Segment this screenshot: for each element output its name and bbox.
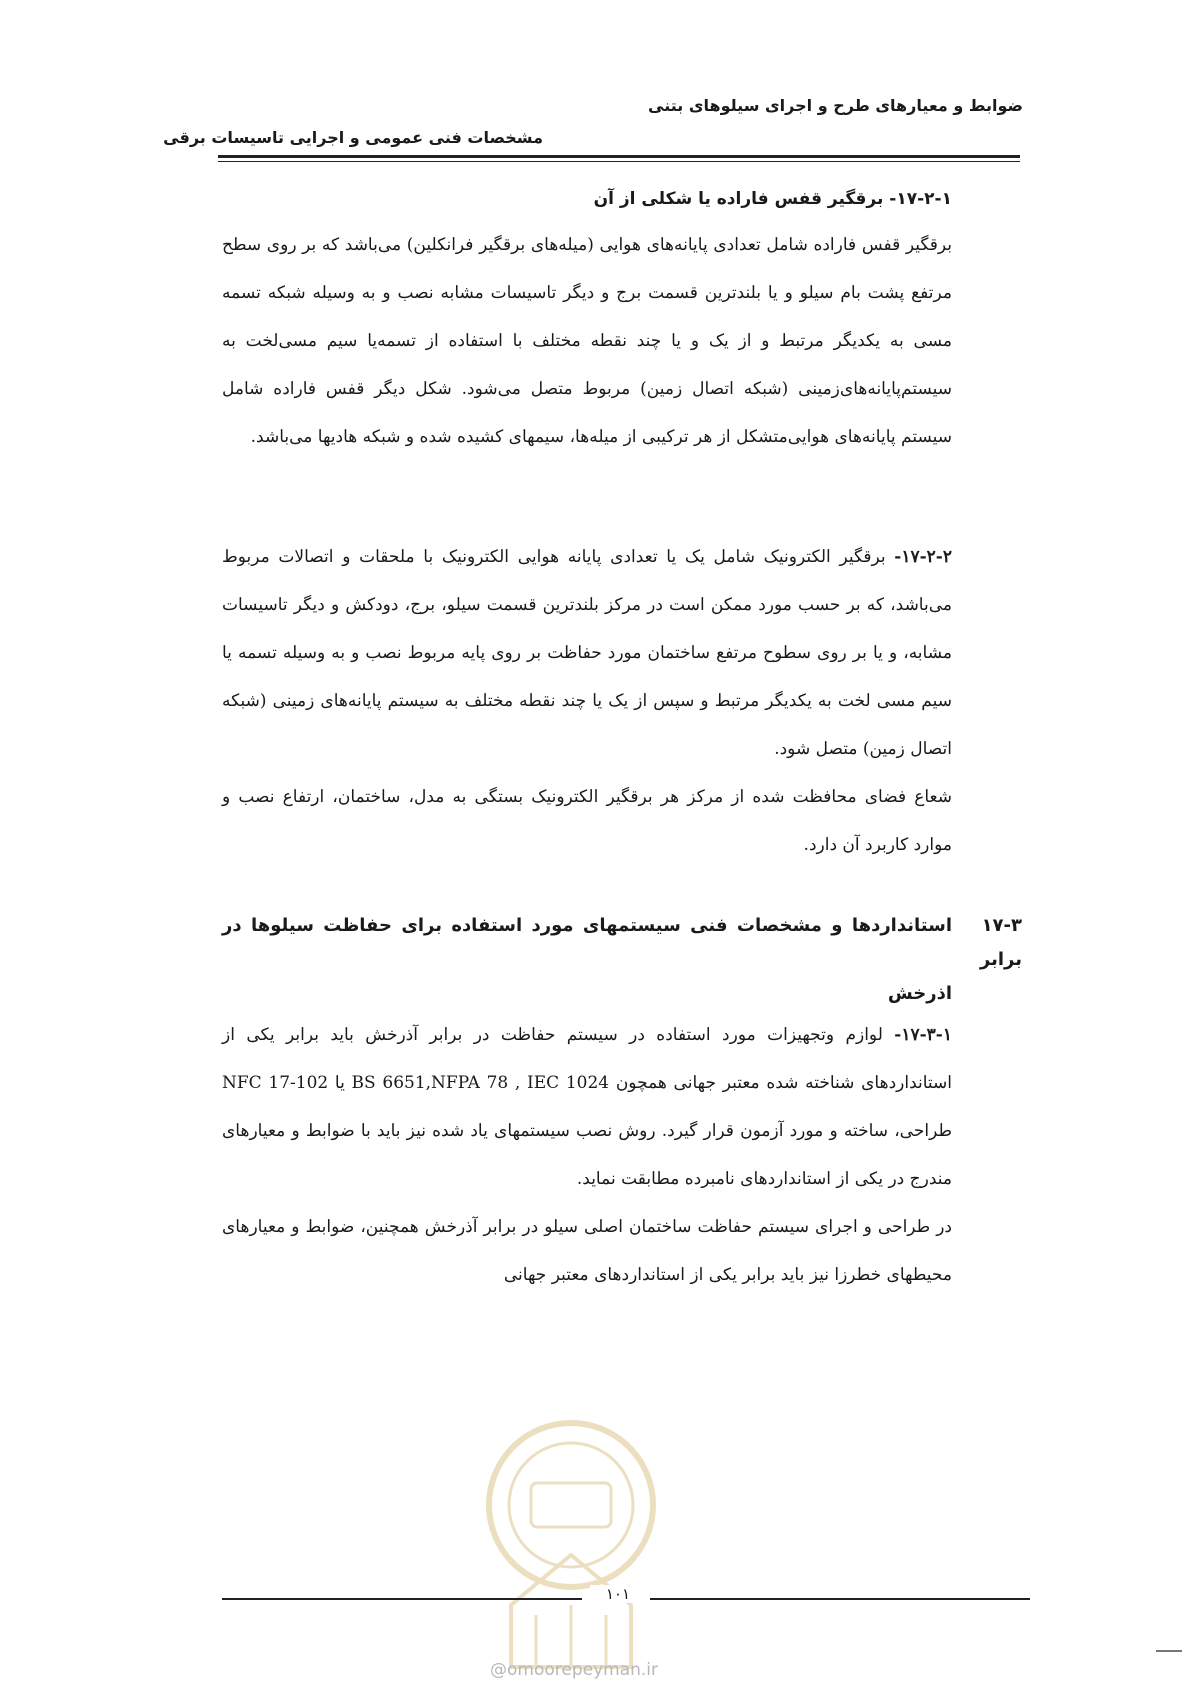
subsection-label-17-2-2: ۱۷-۲-۲- bbox=[894, 547, 952, 567]
header-rule-thick bbox=[218, 155, 1020, 158]
publisher-seal-stamp bbox=[476, 1405, 666, 1675]
section-heading-line1: استانداردها و مشخصات فنی سیستمهای مورد استفاده برای حفاظت سیلوها در برابر bbox=[222, 915, 1022, 970]
paragraph-electronic-lightning-rod bbox=[222, 533, 952, 773]
footer-rule-left bbox=[222, 1598, 582, 1600]
paragraph-standards bbox=[222, 1011, 952, 1203]
scan-edge-mark bbox=[1156, 1650, 1182, 1652]
paragraph-faraday-cage: برقگیر قفس فاراده شامل تعدادی پایانه‌های هوایی (میله‌های برقگیر فرانکلین) می‌باشد که بر روی سطح مرتفع پشت بام سیلو و یا بلندترین قسمت برج و دیگر تاسیسات مشابه نصب و به وسیله شبکه تسمه مسی به یکدیگر مرتبط و از یک و یا چند نقطه مختلف با استفاده از تسمه‌یا سیم مسی‌لخت به سیستم‌پایانه‌های‌زمینی (شبکه اتصال زمین) مربوط متصل می‌شود. شکل دیگر قفس فاراده شامل سیستم پایانه‌های هوایی‌متشکل از هر ترکیبی از میله‌ها، سیمهای کشیده شده و شبکه هادیها می‌باشد. bbox=[222, 235, 952, 447]
paragraph-protection-radius: شعاع فضای محافظت شده از مرکز هر برقگیر الکترونیک بستگی به مدل، ساختمان، ارتفاع نصب و موارد کاربرد آن دارد. bbox=[222, 787, 952, 855]
section-heading-line2: اذرخش bbox=[887, 983, 952, 1004]
paragraph-standards-text: لوازم وتجهیزات مورد استفاده در سیستم حفاظت در برابر آذرخش باید برابر یکی از استانداردهای شناخته شده معتبر جهانی همچون BS 6651,NFPA 78 , IEC 1024 یا NFC 17-102 طراحی، ساخته و مورد آزمون قرار گیرد. روش نصب سیستمهای یاد شده نیز باید با ضوابط و معیارهای مندرج در یکی از استانداردهای نامبرده مطابقت نماید. bbox=[222, 1025, 953, 1189]
website-watermark: @omoorepeyman.ir bbox=[490, 1660, 659, 1680]
running-header-subtitle: مشخصات فنی عمومی و اجرایی تاسیسات برقی bbox=[163, 128, 543, 147]
subsection-heading-17-2-1: ۱۷-۲-۱- برقگیر قفس فاراده یا شکلی از آن bbox=[593, 189, 952, 209]
page-number: ۱۰۱ bbox=[590, 1585, 646, 1603]
section-heading-17-3 bbox=[222, 909, 1022, 1011]
section-number: ۱۷-۳ bbox=[981, 915, 1022, 936]
subsection-label-17-3-1: ۱۷-۳-۱- bbox=[894, 1025, 952, 1045]
header-rule-thin bbox=[218, 161, 1020, 162]
spacer bbox=[222, 461, 952, 533]
page-body bbox=[222, 177, 1022, 1299]
paragraph-electronic-text: برقگیر الکترونیک شامل یک یا تعدادی پایانه هوایی الکترونیک با ملحقات و اتصالات مربوط می‌باشد، که بر حسب مورد ممکن است در مرکز بلندترین قسمت سیلو، برج، دودکش و دیگر تاسیسات مشابه، و یا بر روی سطوح مرتفع ساختمان مورد حفاظت بر روی پایه مربوط نصب و به وسیله تسمه یا سیم مسی لخت به یکدیگر مرتبط و سپس از یک یا چند نقطه مختلف به سیستم پایانه‌های زمینی (شبکه اتصال زمین) متصل شود. bbox=[222, 547, 952, 759]
paragraph-hazardous-areas: در طراحی و اجرای سیستم حفاظت ساختمان اصلی سیلو در برابر آذرخش همچنین، ضوابط و معیارهای محیطهای خطرزا نیز باید برابر یکی از استانداردهای معتبر جهانی bbox=[222, 1217, 952, 1285]
running-header-title: ضوابط و معیارهای طرح و اجرای سیلوهای بتنی bbox=[648, 96, 1023, 115]
spacer bbox=[222, 869, 952, 909]
footer-rule-right bbox=[650, 1598, 1030, 1600]
